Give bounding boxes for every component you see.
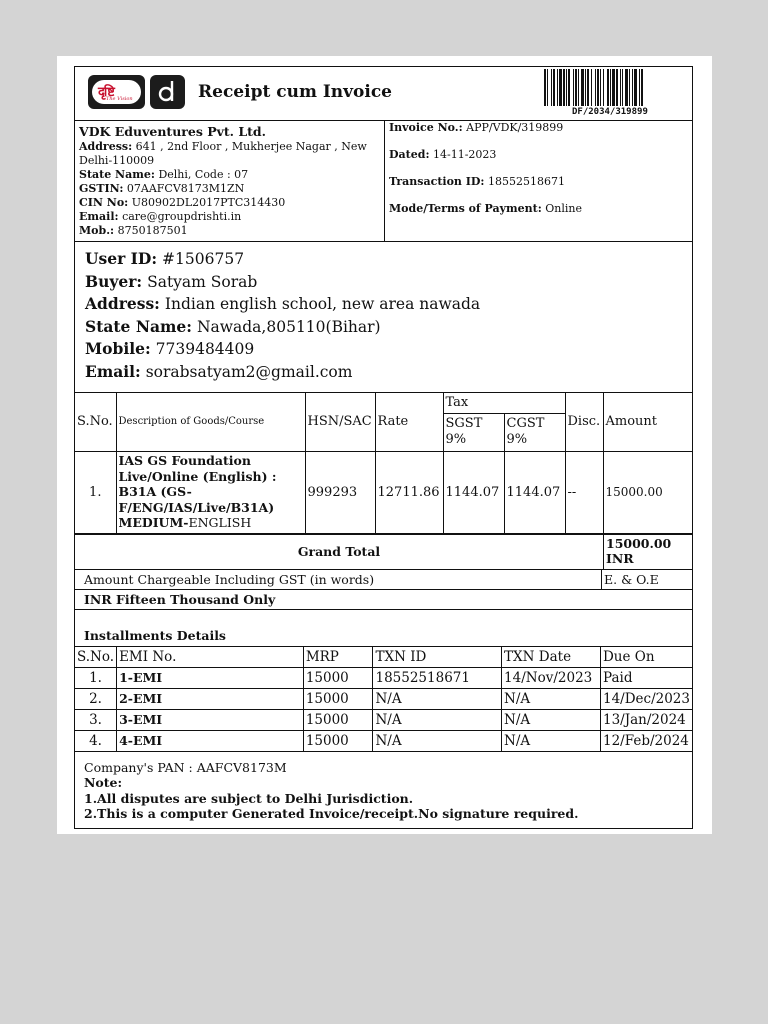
- header-mrp: MRP: [303, 647, 373, 668]
- eoe-label: E. & O.E: [604, 571, 659, 587]
- buyer-details: [75, 242, 692, 393]
- company-pan: Company's PAN : AAFCV8173M: [84, 759, 287, 775]
- seller-email: Email: care@groupdrishti.in: [79, 210, 242, 223]
- seller-details: [75, 121, 385, 241]
- header-sgst: SGST 9%: [443, 413, 504, 451]
- item-hsn: 999293: [305, 451, 375, 533]
- item-description: IAS GS Foundation Live/Online (English) : B31A (GS-F/ENG/IAS/Live/B31A) MEDIUM-ENGLISH: [116, 451, 305, 533]
- header-emi-no: EMI No.: [117, 647, 304, 668]
- cell-sno: 1.: [75, 667, 117, 688]
- header-txn-date: TXN Date: [502, 647, 601, 668]
- header-disc: Disc.: [565, 393, 603, 451]
- header-sno: S.No.: [75, 647, 117, 668]
- document-title: Receipt cum Invoice: [198, 82, 392, 102]
- cell-emi-no: 1-EMI: [117, 667, 304, 688]
- cell-txn-date: N/A: [502, 688, 601, 709]
- note-2: 2.This is a computer Generated Invoice/receipt.No signature required.: [84, 806, 579, 821]
- seller-company-name: VDK Eduventures Pvt. Ltd.: [79, 124, 266, 139]
- seller-state: State Name: Delhi, Code : 07: [79, 168, 249, 181]
- logo-text: दृष्टि: [98, 85, 114, 100]
- cell-due-on: Paid: [600, 667, 692, 688]
- header-cgst: CGST 9%: [504, 413, 565, 451]
- drishti-logo: [88, 75, 145, 109]
- installments-section: [75, 647, 692, 752]
- cell-due-on: 13/Jan/2024: [600, 709, 692, 730]
- cell-mrp: 15000: [303, 667, 373, 688]
- cell-emi-no: 2-EMI: [117, 688, 304, 709]
- buyer-state: State Name: Nawada,805110(Bihar): [85, 316, 381, 336]
- cell-due-on: 14/Dec/2023: [600, 688, 692, 709]
- cell-txn-id: N/A: [373, 730, 502, 751]
- transaction-id: Transaction ID: 18552518671: [389, 175, 565, 188]
- cell-sno: 4.: [75, 730, 117, 751]
- cell-sno: 3.: [75, 709, 117, 730]
- amount-words-row: [75, 570, 692, 590]
- header-amount: Amount: [603, 393, 692, 451]
- installments-title: Installments Details: [84, 627, 226, 643]
- table-row: [75, 688, 692, 709]
- cell-mrp: 15000: [303, 730, 373, 751]
- header-sno: S.No.: [75, 393, 116, 451]
- cell-emi-no: 3-EMI: [117, 709, 304, 730]
- cell-txn-id: 18552518671: [373, 667, 502, 688]
- payment-mode: Mode/Terms of Payment: Online: [389, 202, 583, 215]
- item-disc: --: [565, 451, 603, 533]
- item-cgst: 1144.07: [504, 451, 565, 533]
- item-sno: 1.: [75, 451, 116, 533]
- buyer-mobile: Mobile: 7739484409: [85, 339, 255, 358]
- invoice-frame: [74, 66, 693, 829]
- cell-txn-date: N/A: [502, 709, 601, 730]
- d-app-logo-icon: [150, 75, 185, 109]
- cell-txn-date: 14/Nov/2023: [502, 667, 601, 688]
- installments-header-row: [75, 647, 692, 668]
- cell-emi-no: 4-EMI: [117, 730, 304, 751]
- seller-invoice-section: [75, 121, 692, 242]
- buyer-user-id: User ID: #1506757: [85, 249, 245, 268]
- header-description: Description of Goods/Course: [116, 393, 305, 451]
- notes-section: [75, 752, 692, 828]
- header-rate: Rate: [375, 393, 443, 451]
- cell-mrp: 15000: [303, 688, 373, 709]
- grand-total-label: Grand Total: [75, 535, 604, 569]
- items-section: [75, 393, 692, 535]
- invoice-meta: [385, 121, 692, 241]
- header-hsn: HSN/SAC: [305, 393, 375, 451]
- table-row: [75, 667, 692, 688]
- installments-table: [75, 647, 692, 751]
- table-row: [75, 730, 692, 751]
- invoice-header: [75, 67, 692, 121]
- installments-title-row: [75, 610, 692, 647]
- amount-in-words: INR Fifteen Thousand Only: [75, 590, 692, 610]
- buyer-name: Buyer: Satyam Sorab: [85, 271, 258, 291]
- item-rate: 12711.86: [375, 451, 443, 533]
- buyer-address: Address: Indian english school, new area nawada: [85, 294, 481, 313]
- note-1: 1.All disputes are subject to Delhi Jurisdiction.: [84, 790, 414, 806]
- item-amount: 15000.00: [603, 451, 692, 533]
- item-sgst: 1144.07: [443, 451, 504, 533]
- invoice-number: Invoice No.: APP/VDK/319899: [389, 121, 564, 134]
- seller-address: Address: 641 , 2nd Floor , Mukherjee Nagar , New Delhi-110009: [79, 140, 367, 167]
- cell-txn-id: N/A: [373, 688, 502, 709]
- seller-gstin: GSTIN: 07AAFCV8173M1ZN: [79, 182, 245, 195]
- items-table: [75, 393, 692, 534]
- cell-mrp: 15000: [303, 709, 373, 730]
- seller-cin: CIN No: U80902DL2017PTC314430: [79, 196, 286, 209]
- cell-sno: 2.: [75, 688, 117, 709]
- grand-total-row: [75, 535, 692, 570]
- table-row: [75, 451, 692, 533]
- header-due-on: Due On: [600, 647, 692, 668]
- barcode-number: DF/2034/319899: [572, 107, 648, 117]
- note-label: Note:: [84, 775, 123, 790]
- cell-txn-date: N/A: [502, 730, 601, 751]
- invoice-page: [57, 56, 712, 834]
- buyer-email: Email: sorabsatyam2@gmail.com: [85, 361, 353, 381]
- invoice-date: Dated: 14-11-2023: [389, 148, 497, 161]
- cell-txn-id: N/A: [373, 709, 502, 730]
- barcode-icon: [544, 69, 656, 109]
- header-txn-id: TXN ID: [373, 647, 502, 668]
- seller-mobile: Mob.: 8750187501: [79, 224, 188, 237]
- grand-total-value: 15000.00 INR: [606, 535, 672, 566]
- header-tax: Tax: [443, 393, 565, 413]
- table-row: [75, 709, 692, 730]
- logo-tagline: The Vision: [106, 96, 133, 102]
- amount-words-label: Amount Chargeable Including GST (in words): [75, 570, 602, 589]
- cell-due-on: 12/Feb/2024: [600, 730, 692, 751]
